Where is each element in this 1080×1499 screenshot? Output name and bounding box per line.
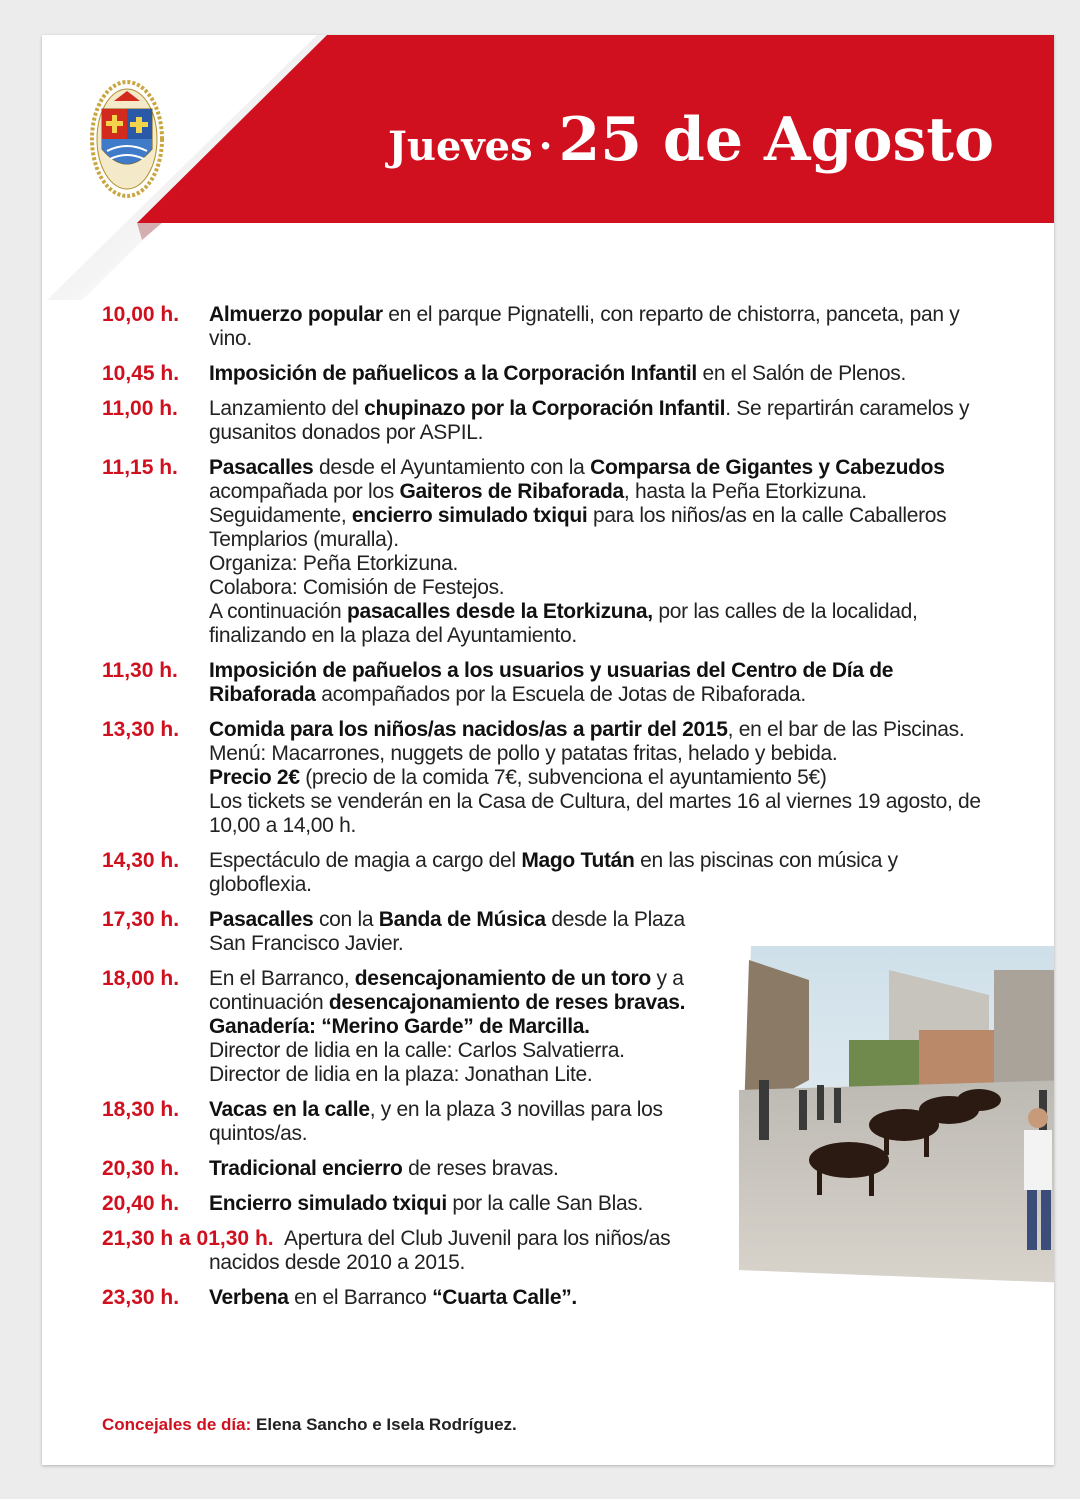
event-highlight: pasacalles desde la Etorkizuna, — [346, 600, 653, 623]
event-item — [102, 849, 997, 897]
event-highlight: Ganadería: “Merino Garde” de Marcilla. — [209, 1015, 590, 1038]
event-highlight: Imposición de pañuelos a los usuarios y usuarias del Centro de Día de Ribaforada — [209, 659, 894, 706]
event-description — [209, 849, 997, 897]
event-text: , y en la plaza 3 novillas para los quintos/as. — [209, 1098, 663, 1145]
event-text: en el Salón de Plenos. — [696, 362, 907, 385]
event-description — [209, 718, 997, 838]
event-highlight: Mago Tután — [521, 849, 635, 872]
event-text: Espectáculo de magia a cargo del — [209, 849, 522, 872]
event-item — [102, 1286, 997, 1310]
title-day: Jueves — [387, 123, 533, 170]
event-item — [102, 362, 997, 386]
event-highlight: “Cuarta Calle”. — [432, 1286, 577, 1309]
program-page — [42, 35, 1054, 1465]
event-description — [209, 1192, 714, 1216]
event-highlight: Comparsa de Gigantes y Cabezudos — [590, 456, 945, 479]
event-highlight: Encierro simulado txiqui — [209, 1192, 447, 1215]
event-time: 11,15 h. — [102, 456, 178, 479]
event-time: 18,00 h. — [102, 967, 180, 990]
event-time: 11,30 h. — [102, 659, 178, 682]
title-separator: · — [538, 123, 553, 170]
event-text: (precio de la comida 7€, subvenciona el ayuntamiento 5€) — [299, 766, 827, 789]
event-text: Los tickets se venderán en la Casa de Cultura, del martes 16 al viernes 19 agosto, de 10,00 a 14,00 h. — [209, 790, 981, 837]
event-line — [209, 718, 997, 742]
event-text: Seguidamente, — [209, 504, 352, 527]
event-text: desde la Plaza San Francisco Javier. — [209, 908, 685, 955]
event-item — [102, 718, 997, 838]
event-highlight: Imposición de pañuelicos a la Corporación Infantil — [209, 362, 697, 385]
event-text: en el parque Pignatelli, con reparto de chistorra, panceta, pan y vino. — [209, 303, 960, 350]
event-text: y a continuación — [209, 967, 684, 1014]
event-line — [209, 967, 714, 1015]
event-time: 11,00 h. — [102, 397, 178, 420]
event-line — [209, 552, 997, 576]
bull-run-photo — [739, 940, 1054, 1283]
event-line — [209, 456, 997, 504]
event-text: Director de lidia en la plaza: Jonathan Lite. — [209, 1063, 593, 1086]
event-line — [209, 504, 997, 552]
event-highlight: chupinazo por la Corporación Infantil — [364, 397, 726, 420]
event-highlight: Gaiteros de Ribaforada — [399, 480, 624, 503]
event-highlight: Almuerzo popular — [209, 303, 383, 326]
event-time: 10,45 h. — [102, 362, 180, 385]
event-text: Lanzamiento del — [209, 397, 365, 420]
page-title — [388, 105, 994, 175]
event-text: en el Barranco — [288, 1286, 433, 1309]
event-line — [209, 766, 997, 790]
event-highlight: Pasacalles — [209, 908, 314, 931]
event-line — [209, 1039, 714, 1063]
event-description — [209, 362, 997, 386]
title-date: 25 de Agosto — [558, 105, 994, 175]
footer-label: Concejales de día: — [102, 1415, 252, 1434]
event-description — [209, 1098, 714, 1146]
event-item — [102, 659, 997, 707]
event-description — [209, 1157, 714, 1181]
event-description — [209, 456, 997, 648]
event-text: para los niños/as en la calle Caballeros Templarios (muralla). — [209, 504, 947, 551]
event-text: por la calle San Blas. — [446, 1192, 644, 1215]
event-item — [102, 303, 997, 351]
event-highlight: Comida para los niños/as nacidos/as a partir del 2015 — [209, 718, 728, 741]
event-item — [102, 456, 997, 648]
event-line — [209, 1063, 714, 1087]
event-text: , en el bar de las Piscinas. — [727, 718, 965, 741]
event-highlight: desencajonamiento de reses bravas. — [328, 991, 686, 1014]
event-time: 10,00 h. — [102, 303, 180, 326]
event-highlight: encierro simulado txiqui — [351, 504, 588, 527]
event-text: , hasta la Peña Etorkizuna. — [623, 480, 867, 503]
event-line — [209, 742, 997, 766]
event-item — [102, 397, 997, 445]
event-text: Organiza: Peña Etorkizuna. — [209, 552, 459, 575]
event-time: 14,30 h. — [102, 849, 180, 872]
event-description — [209, 908, 714, 956]
coat-of-arms-icon — [90, 79, 164, 199]
event-highlight: desencajonamiento de un toro — [354, 967, 651, 990]
event-line — [209, 1015, 714, 1039]
event-highlight: Tradicional encierro — [209, 1157, 403, 1180]
event-time: 13,30 h. — [102, 718, 180, 741]
event-time: 20,30 h. — [102, 1157, 180, 1180]
event-highlight: Verbena — [209, 1286, 289, 1309]
event-description — [209, 397, 997, 445]
event-text: acompañados por la Escuela de Jotas de Ribaforada. — [315, 683, 806, 706]
event-highlight: Precio 2€ — [209, 766, 300, 789]
event-text: . Se repartirán caramelos y gusanitos donados por ASPIL. — [209, 397, 970, 444]
event-description — [209, 303, 997, 351]
event-description — [209, 659, 997, 707]
event-text: con la — [313, 908, 379, 931]
footer-credits — [102, 1415, 517, 1435]
event-text: Colabora: Comisión de Festejos. — [209, 576, 505, 599]
event-description — [209, 1286, 997, 1310]
event-text: acompañada por los — [209, 480, 400, 503]
event-text: desde el Ayuntamiento con la — [313, 456, 591, 479]
event-description — [209, 967, 714, 1087]
footer-names: Elena Sancho e Isela Rodríguez. — [256, 1415, 517, 1434]
event-text: en las piscinas con música y globoflexia. — [209, 849, 898, 896]
event-text: Director de lidia en la calle: Carlos Salvatierra. — [209, 1039, 625, 1062]
event-time: 20,40 h. — [102, 1192, 180, 1215]
event-highlight: Vacas en la calle — [209, 1098, 370, 1121]
event-line — [209, 600, 997, 648]
event-time: 21,30 h a 01,30 h. — [102, 1227, 274, 1250]
event-highlight: Pasacalles — [209, 456, 314, 479]
event-text: por las calles de la localidad, finalizando en la plaza del Ayuntamiento. — [209, 600, 918, 647]
event-line — [209, 790, 997, 838]
event-text: Menú: Macarrones, nuggets de pollo y patatas fritas, helado y bebida. — [209, 742, 838, 765]
event-text: En el Barranco, — [209, 967, 355, 990]
event-highlight: Banda de Música — [378, 908, 546, 931]
event-time: 18,30 h. — [102, 1098, 180, 1121]
event-time: 23,30 h. — [102, 1286, 180, 1309]
event-text: A continuación — [209, 600, 347, 623]
event-description — [209, 1227, 714, 1275]
event-time: 17,30 h. — [102, 908, 180, 931]
event-text: Apertura del Club Juvenil para los niños/as nacidos desde 2010 a 2015. — [209, 1227, 671, 1274]
event-text: de reses bravas. — [402, 1157, 559, 1180]
event-line — [209, 576, 997, 600]
